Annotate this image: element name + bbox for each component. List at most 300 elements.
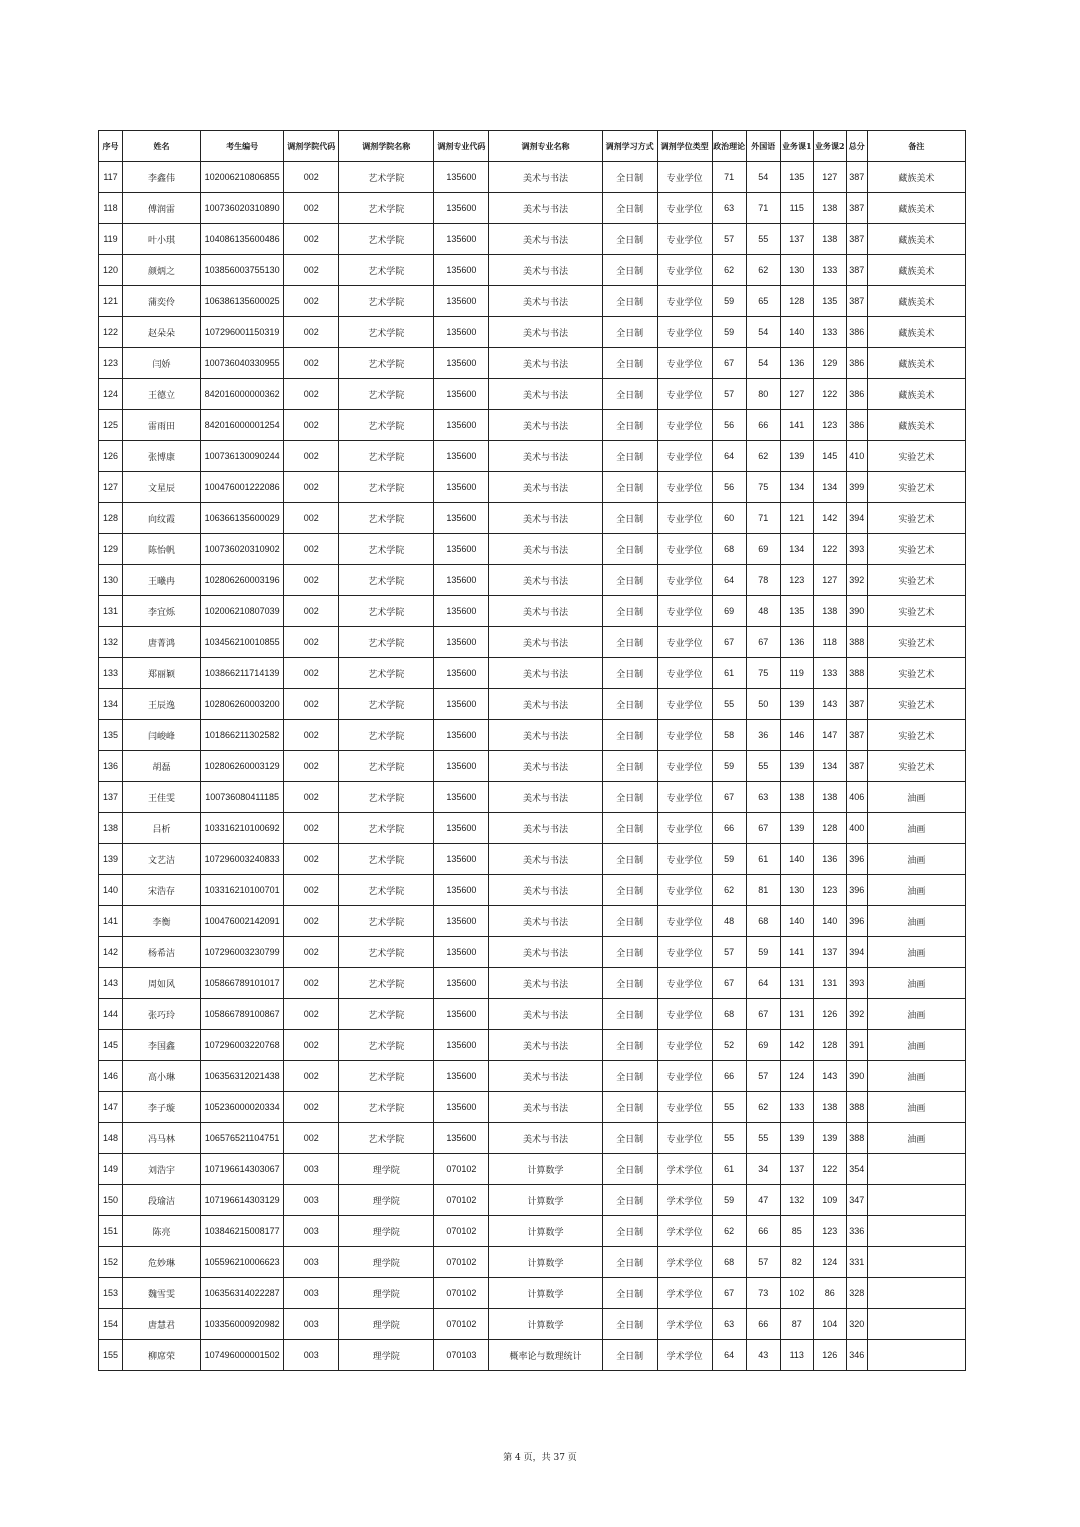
table-cell: 实验艺术: [867, 534, 965, 565]
table-cell: 002: [284, 627, 339, 658]
table-cell: 103316210100701: [201, 875, 284, 906]
table-cell: 全日制: [602, 1030, 657, 1061]
table-cell: 美术与书法: [489, 162, 602, 193]
table-cell: 135: [813, 286, 846, 317]
table-cell: 394: [846, 937, 867, 968]
table-cell: 专业学位: [657, 441, 712, 472]
table-cell: 113: [780, 1340, 813, 1371]
table-cell: 艺术学院: [339, 689, 434, 720]
table-cell: 400: [846, 813, 867, 844]
table-cell: 135600: [434, 1092, 489, 1123]
table-cell: 实验艺术: [867, 658, 965, 689]
table-cell: 406: [846, 782, 867, 813]
table-cell: 美术与书法: [489, 658, 602, 689]
table-cell: 002: [284, 596, 339, 627]
table-cell: 138: [813, 224, 846, 255]
table-cell: 周如风: [123, 968, 201, 999]
table-row: [99, 999, 966, 1030]
table-cell: 36: [746, 720, 780, 751]
table-cell: 132: [99, 627, 123, 658]
table-cell: 全日制: [602, 1247, 657, 1278]
table-cell: 136: [99, 751, 123, 782]
table-cell: 135600: [434, 317, 489, 348]
table-cell: 133: [813, 658, 846, 689]
table-cell: 全日制: [602, 503, 657, 534]
table-cell: 美术与书法: [489, 999, 602, 1030]
table-cell: 146: [99, 1061, 123, 1092]
table-cell: 全日制: [602, 782, 657, 813]
table-cell: 070102: [434, 1185, 489, 1216]
table-cell: 102006210807039: [201, 596, 284, 627]
table-cell: 386: [846, 379, 867, 410]
table-cell: 102006210806855: [201, 162, 284, 193]
table-cell: 002: [284, 441, 339, 472]
table-cell: 81: [746, 875, 780, 906]
table-cell: 闫娇: [123, 348, 201, 379]
table-cell: 胡磊: [123, 751, 201, 782]
table-cell: 油画: [867, 906, 965, 937]
table-cell: 106576521104751: [201, 1123, 284, 1154]
table-cell: 135600: [434, 472, 489, 503]
table-cell: 124: [813, 1247, 846, 1278]
table-cell: 002: [284, 844, 339, 875]
table-cell: 396: [846, 844, 867, 875]
table-cell: 151: [99, 1216, 123, 1247]
table-cell: 124: [99, 379, 123, 410]
table-cell: 67: [746, 813, 780, 844]
table-cell: 雷雨田: [123, 410, 201, 441]
table-cell: 133: [99, 658, 123, 689]
table-cell: 专业学位: [657, 317, 712, 348]
table-row: [99, 813, 966, 844]
table-cell: 134: [813, 472, 846, 503]
table-cell: 58: [712, 720, 746, 751]
table-row: [99, 193, 966, 224]
table-cell: 141: [780, 410, 813, 441]
table-cell: 149: [99, 1154, 123, 1185]
table-row: [99, 844, 966, 875]
table-cell: 高小琳: [123, 1061, 201, 1092]
table-cell: 393: [846, 968, 867, 999]
table-cell: 102806260003129: [201, 751, 284, 782]
table-cell: 135600: [434, 410, 489, 441]
table-cell: 全日制: [602, 937, 657, 968]
table-cell: 003: [284, 1216, 339, 1247]
column-header: 调剂学院代码: [284, 131, 339, 162]
table-cell: 148: [99, 1123, 123, 1154]
table-cell: 实验艺术: [867, 689, 965, 720]
table-cell: 专业学位: [657, 1061, 712, 1092]
table-cell: 104: [813, 1309, 846, 1340]
table-cell: 139: [813, 1123, 846, 1154]
table-cell: 34: [746, 1154, 780, 1185]
table-cell: 艺术学院: [339, 844, 434, 875]
table-cell: 危妙琳: [123, 1247, 201, 1278]
table-cell: 003: [284, 1185, 339, 1216]
table-cell: 专业学位: [657, 627, 712, 658]
table-cell: 专业学位: [657, 224, 712, 255]
table-cell: 125: [99, 410, 123, 441]
table-cell: 85: [780, 1216, 813, 1247]
table-cell: 美术与书法: [489, 844, 602, 875]
table-cell: 102: [780, 1278, 813, 1309]
table-cell: 002: [284, 658, 339, 689]
table-cell: 全日制: [602, 348, 657, 379]
table-row: [99, 1061, 966, 1092]
table-cell: 美术与书法: [489, 441, 602, 472]
table-cell: 142: [813, 503, 846, 534]
table-cell: 闫峻峰: [123, 720, 201, 751]
table-cell: 139: [780, 1123, 813, 1154]
table-cell: 002: [284, 410, 339, 441]
table-cell: 133: [813, 255, 846, 286]
table-cell: 155: [99, 1340, 123, 1371]
table-cell: 文艺洁: [123, 844, 201, 875]
table-row: [99, 1123, 966, 1154]
table-cell: 李衡: [123, 906, 201, 937]
table-cell: 专业学位: [657, 999, 712, 1030]
table-cell: 艺术学院: [339, 720, 434, 751]
table-cell: 121: [99, 286, 123, 317]
column-header: 业务课2: [813, 131, 846, 162]
table-cell: 艺术学院: [339, 193, 434, 224]
table-cell: 336: [846, 1216, 867, 1247]
table-cell: 137: [780, 1154, 813, 1185]
table-cell: 070102: [434, 1278, 489, 1309]
table-row: [99, 565, 966, 596]
table-cell: 美术与书法: [489, 1030, 602, 1061]
table-cell: 66: [712, 813, 746, 844]
table-cell: 艺术学院: [339, 1123, 434, 1154]
table-cell: 全日制: [602, 1278, 657, 1309]
table-cell: 394: [846, 503, 867, 534]
table-cell: 67: [746, 627, 780, 658]
table-cell: 艺术学院: [339, 999, 434, 1030]
table-cell: 100736080411185: [201, 782, 284, 813]
table-cell: 391: [846, 1030, 867, 1061]
table-cell: 全日制: [602, 596, 657, 627]
table-cell: 131: [813, 968, 846, 999]
table-cell: 艺术学院: [339, 317, 434, 348]
table-cell: 002: [284, 689, 339, 720]
table-cell: 全日制: [602, 1309, 657, 1340]
table-cell: 78: [746, 565, 780, 596]
table-row: [99, 1309, 966, 1340]
table-cell: 美术与书法: [489, 1092, 602, 1123]
table-cell: 388: [846, 1092, 867, 1123]
table-cell: 56: [712, 410, 746, 441]
table-cell: 123: [780, 565, 813, 596]
table-cell: 152: [99, 1247, 123, 1278]
table-cell: 002: [284, 472, 339, 503]
table-cell: 103846215008177: [201, 1216, 284, 1247]
table-cell: 135600: [434, 844, 489, 875]
table-cell: 137: [780, 224, 813, 255]
table-cell: 段瑜洁: [123, 1185, 201, 1216]
table-cell: 冯马林: [123, 1123, 201, 1154]
table-cell: 专业学位: [657, 534, 712, 565]
table-cell: 131: [780, 968, 813, 999]
table-cell: 艺术学院: [339, 1061, 434, 1092]
table-cell: 52: [712, 1030, 746, 1061]
table-cell: 计算数学: [489, 1185, 602, 1216]
table-cell: 387: [846, 286, 867, 317]
table-cell: 杨希洁: [123, 937, 201, 968]
table-cell: 计算数学: [489, 1309, 602, 1340]
table-cell: 王德立: [123, 379, 201, 410]
table-cell: 002: [284, 255, 339, 286]
table-cell: 郑丽颖: [123, 658, 201, 689]
table-cell: 64: [712, 565, 746, 596]
table-cell: 100736130090244: [201, 441, 284, 472]
table-cell: 全日制: [602, 534, 657, 565]
table-cell: 艺术学院: [339, 658, 434, 689]
table-cell: 63: [712, 1309, 746, 1340]
table-cell: 135: [780, 596, 813, 627]
table-cell: 002: [284, 348, 339, 379]
table-cell: [867, 1309, 965, 1340]
table-cell: 135600: [434, 534, 489, 565]
table-cell: 艺术学院: [339, 813, 434, 844]
table-cell: 全日制: [602, 906, 657, 937]
table-cell: 艺术学院: [339, 596, 434, 627]
table-cell: 55: [746, 224, 780, 255]
table-cell: 145: [813, 441, 846, 472]
table-cell: 43: [746, 1340, 780, 1371]
table-cell: 105596210006623: [201, 1247, 284, 1278]
column-header: 政治理论: [712, 131, 746, 162]
table-cell: 全日制: [602, 286, 657, 317]
table-cell: 128: [780, 286, 813, 317]
table-cell: 专业学位: [657, 720, 712, 751]
table-cell: 103356000920982: [201, 1309, 284, 1340]
table-cell: 133: [813, 317, 846, 348]
table-cell: 132: [780, 1185, 813, 1216]
table-row: [99, 658, 966, 689]
table-cell: 全日制: [602, 162, 657, 193]
table-cell: 54: [746, 162, 780, 193]
table-cell: 艺术学院: [339, 224, 434, 255]
table-cell: 71: [746, 503, 780, 534]
table-cell: 55: [712, 1092, 746, 1123]
column-header: 调剂学习方式: [602, 131, 657, 162]
table-cell: 71: [746, 193, 780, 224]
table-cell: 135600: [434, 1123, 489, 1154]
table-cell: 美术与书法: [489, 689, 602, 720]
table-cell: 全日制: [602, 1185, 657, 1216]
table-cell: 美术与书法: [489, 410, 602, 441]
table-cell: 59: [712, 751, 746, 782]
table-cell: 全日制: [602, 813, 657, 844]
table-cell: 100476001222086: [201, 472, 284, 503]
table-cell: 计算数学: [489, 1216, 602, 1247]
table-cell: 向纹霞: [123, 503, 201, 534]
table-cell: 学术学位: [657, 1278, 712, 1309]
table-cell: 全日制: [602, 1123, 657, 1154]
table-cell: 002: [284, 720, 339, 751]
table-cell: 127: [780, 379, 813, 410]
table-cell: 134: [780, 534, 813, 565]
table-cell: 计算数学: [489, 1278, 602, 1309]
table-cell: 油画: [867, 844, 965, 875]
table-cell: 107296003220768: [201, 1030, 284, 1061]
table-cell: 66: [746, 1309, 780, 1340]
table-row: [99, 1216, 966, 1247]
table-cell: 119: [780, 658, 813, 689]
table-cell: 002: [284, 224, 339, 255]
table-cell: 美术与书法: [489, 193, 602, 224]
table-cell: 油画: [867, 1030, 965, 1061]
table-cell: [867, 1216, 965, 1247]
table-cell: 102806260003200: [201, 689, 284, 720]
table-cell: 全日制: [602, 751, 657, 782]
table-cell: 专业学位: [657, 255, 712, 286]
table-cell: 实验艺术: [867, 565, 965, 596]
table-cell: 67: [746, 999, 780, 1030]
table-cell: 002: [284, 162, 339, 193]
table-cell: 艺术学院: [339, 1092, 434, 1123]
table-cell: 130: [780, 875, 813, 906]
table-cell: 62: [746, 1092, 780, 1123]
table-cell: 346: [846, 1340, 867, 1371]
table-cell: 103856003755130: [201, 255, 284, 286]
table-cell: 唐菁鸿: [123, 627, 201, 658]
table-cell: 美术与书法: [489, 286, 602, 317]
table-cell: 陈怡帆: [123, 534, 201, 565]
table-cell: 143: [99, 968, 123, 999]
table-row: [99, 875, 966, 906]
table-cell: 135600: [434, 720, 489, 751]
table-cell: 002: [284, 317, 339, 348]
table-cell: 全日制: [602, 379, 657, 410]
header-row: [99, 131, 966, 162]
table-cell: 全日制: [602, 193, 657, 224]
table-cell: 美术与书法: [489, 813, 602, 844]
table-cell: 386: [846, 410, 867, 441]
table-cell: 专业学位: [657, 782, 712, 813]
table-row: [99, 720, 966, 751]
table-cell: 002: [284, 286, 339, 317]
table-cell: 刘浩宇: [123, 1154, 201, 1185]
table-cell: 艺术学院: [339, 1030, 434, 1061]
table-cell: 专业学位: [657, 875, 712, 906]
table-cell: 61: [746, 844, 780, 875]
table-cell: 135600: [434, 441, 489, 472]
table-cell: 69: [746, 534, 780, 565]
table-cell: 艺术学院: [339, 286, 434, 317]
table-cell: 140: [813, 906, 846, 937]
table-cell: 专业学位: [657, 658, 712, 689]
table-cell: 美术与书法: [489, 968, 602, 999]
table-cell: 68: [712, 1247, 746, 1278]
table-cell: 李鑫伟: [123, 162, 201, 193]
table-cell: 140: [780, 317, 813, 348]
table-cell: 55: [712, 689, 746, 720]
table-cell: 实验艺术: [867, 472, 965, 503]
table-cell: 100736020310890: [201, 193, 284, 224]
table-cell: 396: [846, 875, 867, 906]
table-cell: 艺术学院: [339, 348, 434, 379]
table-cell: 61: [712, 658, 746, 689]
table-cell: 105866789100867: [201, 999, 284, 1030]
table-cell: 387: [846, 255, 867, 286]
table-cell: 105866789101017: [201, 968, 284, 999]
table-cell: 002: [284, 875, 339, 906]
table-cell: 全日制: [602, 999, 657, 1030]
column-header: 备注: [867, 131, 965, 162]
table-cell: 135: [780, 162, 813, 193]
table-cell: 122: [813, 1154, 846, 1185]
table-cell: 003: [284, 1278, 339, 1309]
table-cell: 陈亮: [123, 1216, 201, 1247]
table-cell: 藏族美术: [867, 193, 965, 224]
table-cell: 139: [780, 441, 813, 472]
table-row: [99, 534, 966, 565]
table-cell: 专业学位: [657, 813, 712, 844]
admission-table: [98, 130, 966, 1371]
table-cell: 59: [712, 317, 746, 348]
table-cell: 55: [712, 1123, 746, 1154]
table-cell: 135600: [434, 999, 489, 1030]
column-header: 调剂专业代码: [434, 131, 489, 162]
table-cell: 全日制: [602, 224, 657, 255]
table-cell: 139: [780, 751, 813, 782]
table-cell: 55: [746, 1123, 780, 1154]
table-cell: 002: [284, 813, 339, 844]
table-cell: 计算数学: [489, 1247, 602, 1278]
table-cell: 131: [99, 596, 123, 627]
table-cell: 65: [746, 286, 780, 317]
table-cell: 128: [99, 503, 123, 534]
table-cell: 139: [780, 813, 813, 844]
table-cell: 387: [846, 193, 867, 224]
table-cell: 学术学位: [657, 1185, 712, 1216]
table-cell: 油画: [867, 1123, 965, 1154]
table-row: [99, 224, 966, 255]
table-cell: 艺术学院: [339, 751, 434, 782]
column-header: 总分: [846, 131, 867, 162]
table-cell: 美术与书法: [489, 1061, 602, 1092]
table-cell: 62: [712, 255, 746, 286]
table-cell: 美术与书法: [489, 379, 602, 410]
table-cell: 67: [712, 627, 746, 658]
table-cell: 002: [284, 1123, 339, 1154]
table-cell: 藏族美术: [867, 286, 965, 317]
table-cell: 143: [813, 1061, 846, 1092]
table-cell: 135600: [434, 937, 489, 968]
table-cell: 120: [99, 255, 123, 286]
table-cell: 66: [712, 1061, 746, 1092]
table-cell: 134: [813, 751, 846, 782]
table-cell: 61: [712, 1154, 746, 1185]
table-cell: 实验艺术: [867, 441, 965, 472]
table-cell: [867, 1278, 965, 1309]
table-cell: 106366135600029: [201, 503, 284, 534]
table-cell: 136: [780, 348, 813, 379]
table-cell: 赵朵朵: [123, 317, 201, 348]
table-cell: 理学院: [339, 1278, 434, 1309]
table-cell: 144: [99, 999, 123, 1030]
table-cell: 002: [284, 193, 339, 224]
table-cell: 67: [712, 782, 746, 813]
table-cell: 138: [813, 193, 846, 224]
table-cell: 全日制: [602, 317, 657, 348]
table-cell: 107296003240833: [201, 844, 284, 875]
table-cell: 140: [780, 906, 813, 937]
table-cell: 388: [846, 1123, 867, 1154]
table-cell: 070102: [434, 1216, 489, 1247]
table-cell: 388: [846, 627, 867, 658]
